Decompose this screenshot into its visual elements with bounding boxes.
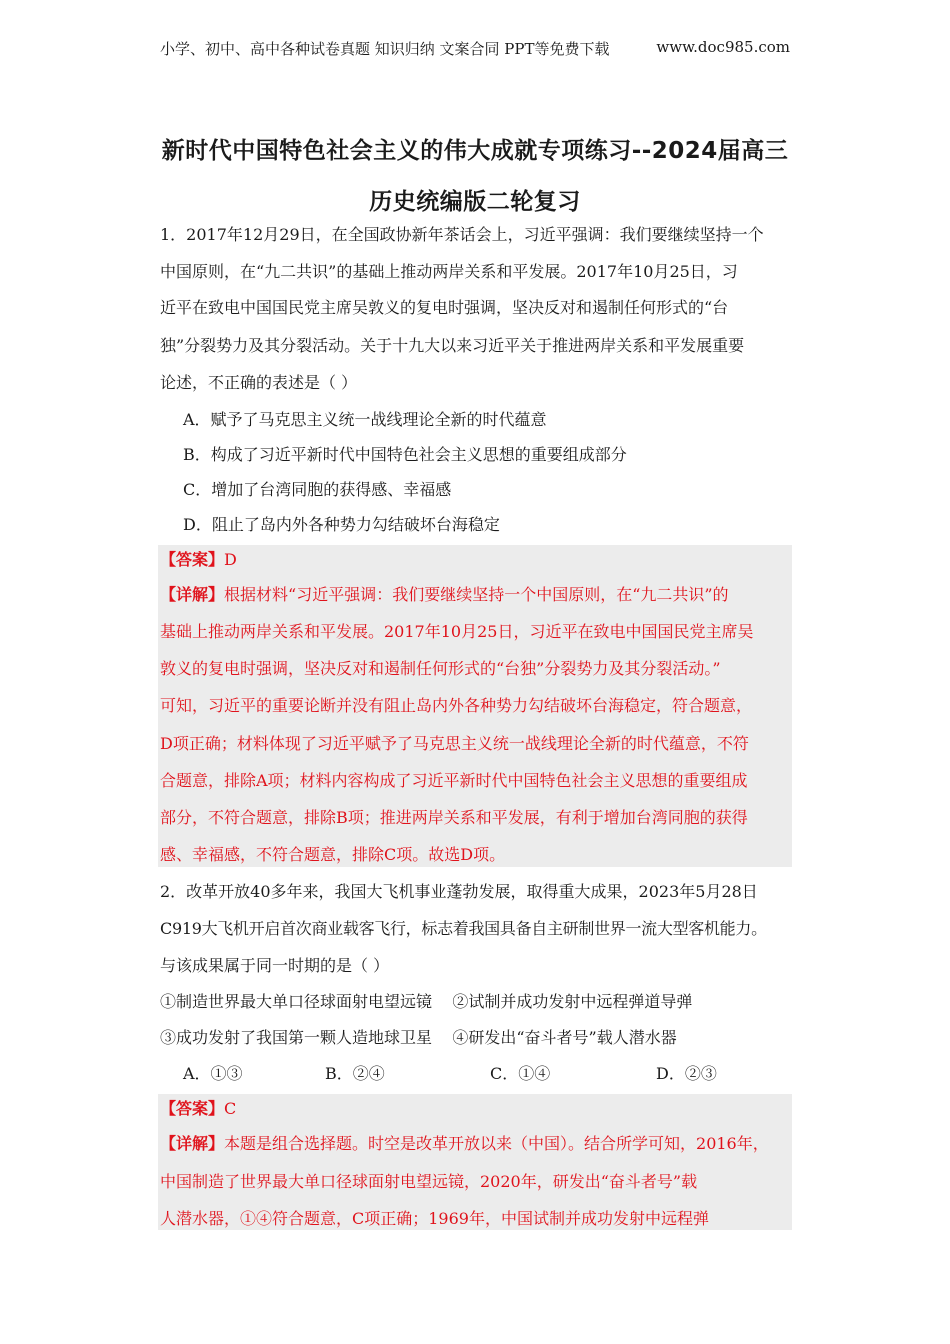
detail-text: 根据材料“习近平强调：我们要继续坚持一个中国原则，在“九二共识”的 — [224, 585, 729, 604]
q2-choice-d: D．②③ — [656, 1064, 717, 1083]
q1-stem-line: 近平在致电中国国民党主席吴敦义的复电时强调，坚决反对和遏制任何形式的“台 — [160, 298, 729, 317]
answer-tag: 【答案】 — [160, 550, 225, 569]
q1-detail-line: 合题意，排除A项；材料内容构成了习近平新时代中国特色社会主义思想的重要组成 — [160, 771, 748, 790]
q1-answer-line — [160, 550, 800, 570]
detail-tag: 【详解】 — [160, 1134, 225, 1153]
q1-stem-line: 1．2017年12月29日，在全国政协新年茶话会上，习近平强调：我们要继续坚持一个 — [160, 225, 764, 244]
q1-detail-line — [160, 585, 800, 605]
header-left-text: 小学、初中、高中各种试卷真题 知识归纳 文案合同 PPT等免费下载 — [160, 40, 610, 58]
q2-choice-c: C．①④ — [490, 1064, 551, 1083]
answer-value: C — [224, 1099, 237, 1118]
q2-detail-line: 中国制造了世界最大单口径球面射电望远镜，2020年，研发出“奋斗者号”载 — [160, 1172, 698, 1191]
q2-detail-line — [160, 1134, 800, 1154]
detail-text: 本题是组合选择题。时空是改革开放以来（中国）。结合所学可知，2016年， — [224, 1134, 769, 1153]
page-header — [160, 38, 790, 59]
document-title-line-1: 新时代中国特色社会主义的伟大成就专项练习--2024届高三 — [161, 138, 789, 164]
q1-option-c: C．增加了台湾同胞的获得感、幸福感 — [183, 480, 452, 499]
answer-tag: 【答案】 — [160, 1099, 225, 1118]
q2-answer-line — [160, 1099, 800, 1119]
q2-detail-line: 人潜水器，①④符合题意，C项正确；1969年，中国试制并成功发射中远程弹 — [160, 1209, 709, 1228]
q1-detail-line: D项正确；材料体现了习近平赋予了马克思主义统一战线理论全新的时代蕴意，不符 — [160, 734, 749, 753]
q1-option-b: B．构成了习近平新时代中国特色社会主义思想的重要组成部分 — [183, 445, 627, 464]
q1-detail-line: 可知，习近平的重要论断并没有阻止岛内外各种势力勾结破坏台海稳定，符合题意， — [160, 696, 753, 715]
document-title-line-2: 历史统编版二轮复习 — [369, 189, 581, 215]
q1-stem-line: 独”分裂势力及其分裂活动。关于十九大以来习近平关于推进两岸关系和平发展重要 — [160, 336, 745, 355]
q1-detail-line: 感、幸福感，不符合题意，排除C项。故选D项。 — [160, 845, 506, 864]
q2-stem-line: 与该成果属于同一时期的是（ ） — [160, 956, 390, 975]
q1-stem-line: 中国原则，在“九二共识”的基础上推动两岸关系和平发展。2017年10月25日，习 — [160, 262, 738, 281]
q1-option-a: A．赋予了马克思主义统一战线理论全新的时代蕴意 — [183, 410, 547, 429]
q2-choice-b: B．②④ — [325, 1064, 385, 1083]
q2-choice-a: A．①③ — [183, 1064, 243, 1083]
detail-tag: 【详解】 — [160, 585, 225, 604]
answer-value: D — [224, 550, 237, 569]
q2-stem-line: C919大飞机开启首次商业载客飞行，标志着我国具备自主研制世界一流大型客机能力。 — [160, 919, 767, 938]
q1-detail-line: 基础上推动两岸关系和平发展。2017年10月25日，习近平在致电中国国民党主席吴 — [160, 622, 754, 641]
q1-detail-line: 敦义的复电时强调，坚决反对和遏制任何形式的“台独”分裂势力及其分裂活动。” — [160, 659, 721, 678]
q2-item-line: ①制造世界最大单口径球面射电望远镜 ②试制并成功发射中远程弹道导弹 — [160, 992, 693, 1011]
header-site-url[interactable]: www.doc985.com — [656, 38, 790, 56]
q1-detail-line: 部分，不符合题意，排除B项；推进两岸关系和平发展，有利于增加台湾同胞的获得 — [160, 808, 748, 827]
q1-stem-line: 论述，不正确的表述是（ ） — [160, 373, 358, 392]
q2-item-line: ③成功发射了我国第一颗人造地球卫星 ④研发出“奋斗者号”载人潜水器 — [160, 1028, 677, 1047]
q1-option-d: D．阻止了岛内外各种势力勾结破坏台海稳定 — [183, 515, 500, 534]
q2-stem-line: 2．改革开放40多年来，我国大飞机事业蓬勃发展，取得重大成果，2023年5月28日 — [160, 882, 758, 901]
